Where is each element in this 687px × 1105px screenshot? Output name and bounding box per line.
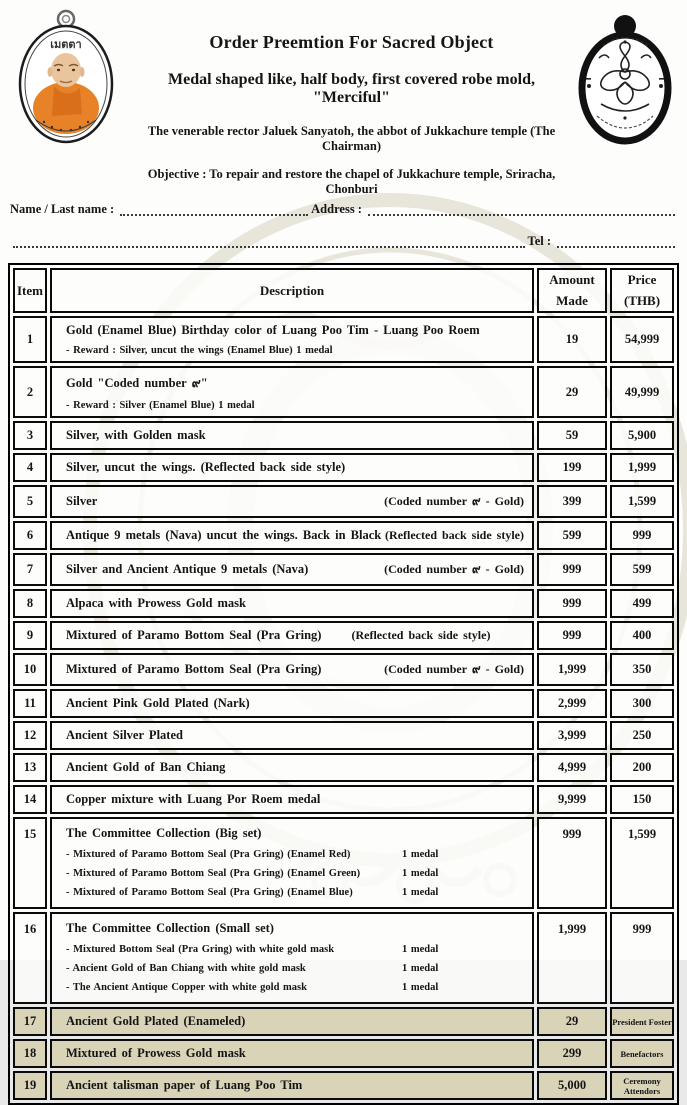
yant-seal-icon <box>575 12 675 146</box>
set-subitem: - Ancient Gold of Ban Chiang with white gold mask 1 medal <box>66 963 439 974</box>
monk-photo-medallion <box>10 8 128 197</box>
table-row: 3 Silver, with Golden mask 59 5,900 <box>13 421 674 450</box>
table-header-row <box>13 268 674 313</box>
table-row: 6 Antique 9 metals (Nava) uncut the wings. Back in Black (Reflected back side style) 599 999 <box>13 521 674 550</box>
name-field-line <box>120 203 308 216</box>
set-subitem: - The Ancient Antique Copper with white gold mask 1 medal <box>66 982 439 993</box>
table-row: 8 Alpaca with Prowess Gold mask 999 499 <box>13 589 674 618</box>
table-row: 7 Silver and Ancient Antique 9 metals (Nava) (Coded number ๙ - Gold) 999 599 <box>13 553 674 586</box>
table-row: 10 Mixtured of Paramo Bottom Seal (Pra Gring) (Coded number ๙ - Gold) 1,999 350 <box>13 653 674 686</box>
header-item: Item <box>13 268 47 313</box>
price-category-label: Ceremony Attendors <box>610 1071 674 1100</box>
temple-seal <box>575 8 679 197</box>
chairman-line: The venerable rector Jaluek Sanyatoh, the abbot of Jukkachure temple (The Chairman) <box>147 124 556 153</box>
table-row: 19 Ancient talisman paper of Luang Poo Tim 5,000 Ceremony Attendors <box>13 1071 674 1100</box>
address-label: Address : <box>311 202 362 216</box>
reward-line: - Reward : Silver (Enamel Blue) 1 medal <box>66 400 255 411</box>
customer-info-section <box>0 200 687 249</box>
header-amount: Amount Made <box>537 268 607 313</box>
table-row: 13 Ancient Gold of Ban Chiang 4,999 200 <box>13 753 674 782</box>
table-row: 1 Gold (Enamel Blue) Birthday color of Luang Poo Tim - Luang Poo Roem - Reward : Silver, uncut the wings (Enamel Blue) 1 medal 19 54,999 <box>13 316 674 363</box>
table-row: 15 The Committee Collection (Big set) - Mixtured of Paramo Bottom Seal (Pra Gring) (Enamel Red) 1 medal - Mixtured of Paramo Bottom Seal (Pra Gring) (Enamel Green) 1 medal - Mixtured of Paramo Bottom Seal (Pra Gring) (Enamel Blue) 1 medal 999 1,599 <box>13 817 674 909</box>
set-subitem: - Mixtured of Paramo Bottom Seal (Pra Gring) (Enamel Green) 1 medal <box>66 868 439 879</box>
description-note: (Coded number ๙ - Gold) <box>384 662 524 676</box>
address-field-line-2 <box>13 235 525 248</box>
table-row: 17 Ancient Gold Plated (Enameled) 29 President Foster <box>13 1007 674 1036</box>
header-text-block <box>128 8 575 197</box>
name-label: Name / Last name : <box>10 202 115 216</box>
table-row: 4 Silver, uncut the wings. (Reflected back side style) 199 1,999 <box>13 453 674 482</box>
tel-label: Tel : <box>527 234 551 248</box>
description-note: (Coded number ๙ - Gold) <box>384 494 524 508</box>
set-subitem: - Mixtured of Paramo Bottom Seal (Pra Gring) (Enamel Blue) 1 medal <box>66 887 439 898</box>
set-subitem: - Mixtured of Paramo Bottom Seal (Pra Gring) (Enamel Red) 1 medal <box>66 849 439 860</box>
table-row: 2 Gold "Coded number ๙" - Reward : Silver (Enamel Blue) 1 medal 29 49,999 <box>13 366 674 418</box>
page-title: Order Preemtion For Sacred Object <box>209 32 494 52</box>
table-row: 5 Silver (Coded number ๙ - Gold) 399 1,599 <box>13 485 674 518</box>
order-table <box>8 263 679 1105</box>
table-row: 12 Ancient Silver Plated 3,999 250 <box>13 721 674 750</box>
price-category-label: President Foster <box>610 1007 674 1036</box>
svg-text:เมตตา: เมตตา <box>50 39 82 51</box>
table-row: 9 Mixtured of Paramo Bottom Seal (Pra Gring) (Reflected back side style) 999 400 <box>13 621 674 650</box>
objective-line: Objective : To repair and restore the chapel of Jukkachure temple, Sriracha, Chonburi <box>147 167 556 196</box>
table-row: 14 Copper mixture with Luang Por Roem medal 9,999 150 <box>13 785 674 814</box>
price-category-label: Benefactors <box>610 1039 674 1068</box>
page-subtitle: Medal shaped like, half body, first covered robe mold, "Merciful" <box>168 71 535 106</box>
table-row: 11 Ancient Pink Gold Plated (Nark) 2,999 300 <box>13 689 674 718</box>
reward-line: - Reward : Silver, uncut the wings (Enamel Blue) 1 medal <box>66 345 333 356</box>
set-subitem: - Mixtured Bottom Seal (Pra Gring) with white gold mask 1 medal <box>66 944 439 955</box>
tel-field-line <box>557 235 675 248</box>
header-description: Description <box>50 268 534 313</box>
table-row: 16 The Committee Collection (Small set) - Mixtured Bottom Seal (Pra Gring) with white gold mask 1 medal - Ancient Gold of Ban Chiang with white gold mask 1 medal - The Ancient Antique Copper with white gold mask 1 medal 1,999 999 <box>13 912 674 1004</box>
header-price: Price (THB) <box>610 268 674 313</box>
description-note: (Reflected back side style) <box>385 528 524 542</box>
document-header <box>0 0 687 197</box>
address-field-line <box>368 203 675 216</box>
monk-portrait-icon <box>10 8 122 146</box>
description-note: (Reflected back side style) <box>351 628 491 642</box>
description-note: (Coded number ๙ - Gold) <box>384 562 524 576</box>
table-row: 18 Mixtured of Prowess Gold mask 299 Benefactors <box>13 1039 674 1068</box>
